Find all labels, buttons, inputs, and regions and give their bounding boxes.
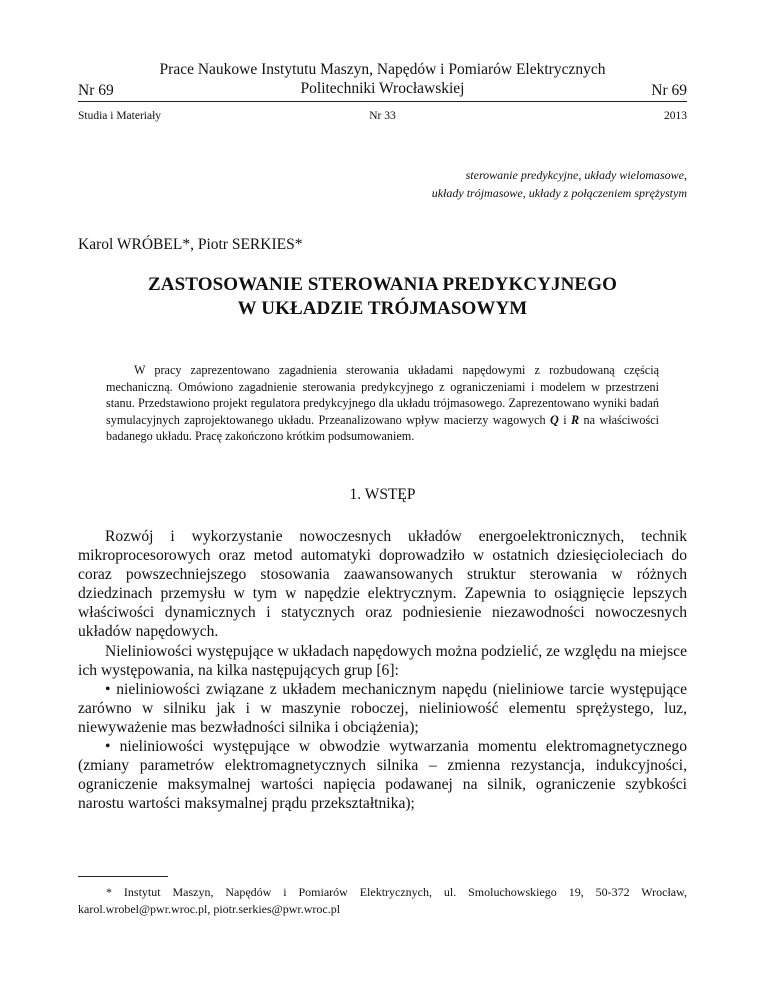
paper-title-line-2: W UKŁADZIE TRÓJMASOWYM [237, 298, 528, 319]
bullet-item: • nieliniowości związane z układem mechanicznym napędu (nieliniowe tarcie występujące zarówno w silniku jak i w maszynie roboczej, nieliniowość elementu sprężystego, luz, niewyważenie mas bezwładności silnika i obciążenia); [78, 680, 687, 736]
header-rule [78, 101, 687, 102]
series-section: Studia i Materiały [78, 110, 162, 122]
body-text [78, 527, 687, 813]
abstract-text-1: W pracy zaprezentowano zagadnienia sterowania układami napędowymi z rozbudowaną częścią mechaniczną. Omówiono zagadnienie sterowania predykcyjnego z ograniczeniami i modelem w przestrzeni stanu. Przedstawiono projekt regulatora predykcyjnego dla układu trójmasowego. Zaprezentowano wyniki badań symulacyjnych zaprojektowanego układu. Przeanalizowano wpływ macierzy wagowych [106, 363, 659, 427]
matrix-r-symbol: R [570, 412, 580, 427]
publication-year: 2013 [664, 110, 687, 122]
journal-series-title: Prace Naukowe Instytutu Maszyn, Napędów i Pomiarów Elektrycznych [159, 61, 606, 78]
bullet-item: • nieliniowości występujące w obwodzie wytwarzania momentu elektromagnetycznego (zmiany parametrów elektromagnetycznych silnika – zmienna rezystancja, indukcyjności, ograniczenie maksymalnej wartości napięcia podawanej na silnik, ograniczenie szybkości narostu wartości maksymalnej prądu przekształtnika); [78, 738, 687, 813]
paper-title-line-1: ZASTOSOWANIE STEROWANIA PREDYKCYJNEGO [148, 274, 617, 295]
body-paragraph: Rozwój i wykorzystanie nowoczesnych układów energoelektronicznych, technik mikroprocesorowych oraz metod automatyki doprowadziło w ostatnich dziesięcioleciach do coraz powszechniejszego stosowania zaawansowanych struktur sterowania w różnych dziedzinach przemysłu w tym w napędzie elektrycznym. Zapewnia to osiągnięcie lepszych właściwości dynamicznych i statycznych oraz podniesienie niezawodności nowoczesnych układów napędowych. [78, 528, 687, 641]
abstract [106, 362, 659, 445]
abstract-text-2: na właściwości badanego układu. Pracę zakończono krótkim podsumowaniem. [106, 412, 659, 443]
paper-title [78, 273, 687, 321]
keywords [267, 166, 687, 202]
keywords-line-1: sterowanie predykcyjne, układy wielomasowe, [465, 168, 687, 182]
series-number: Nr 33 [369, 110, 396, 122]
issue-number-left: Nr 69 [78, 82, 114, 99]
body-paragraph: Nieliniowości występujące w układach napędowych można podzielić, ze względu na miejsce ich występowania, na kilka następujących grup [6]: [78, 642, 687, 679]
matrix-q-symbol: Q [549, 412, 559, 427]
running-header [78, 60, 687, 100]
keywords-line-2: układy trójmasowe, układy z połączeniem sprężystym [431, 186, 687, 200]
footnote-rule [78, 876, 168, 877]
journal-institution: Politechniki Wrocławskiej [300, 80, 465, 97]
journal-title-block [138, 60, 627, 98]
paper-page [78, 0, 687, 994]
issue-number-right: Nr 69 [651, 82, 687, 99]
abstract-conjunction: i [558, 412, 571, 427]
footnote: * Instytut Maszyn, Napędów i Pomiarów Elektrycznych, ul. Smoluchowskiego 19, 50-372 Wrocław, karol.wrobel@pwr.wroc.pl, piotr.serkies@pwr.wroc.pl [78, 885, 687, 916]
section-heading: 1. WSTĘP [349, 486, 416, 503]
authors: Karol WRÓBEL*, Piotr SERKIES* [78, 236, 303, 253]
